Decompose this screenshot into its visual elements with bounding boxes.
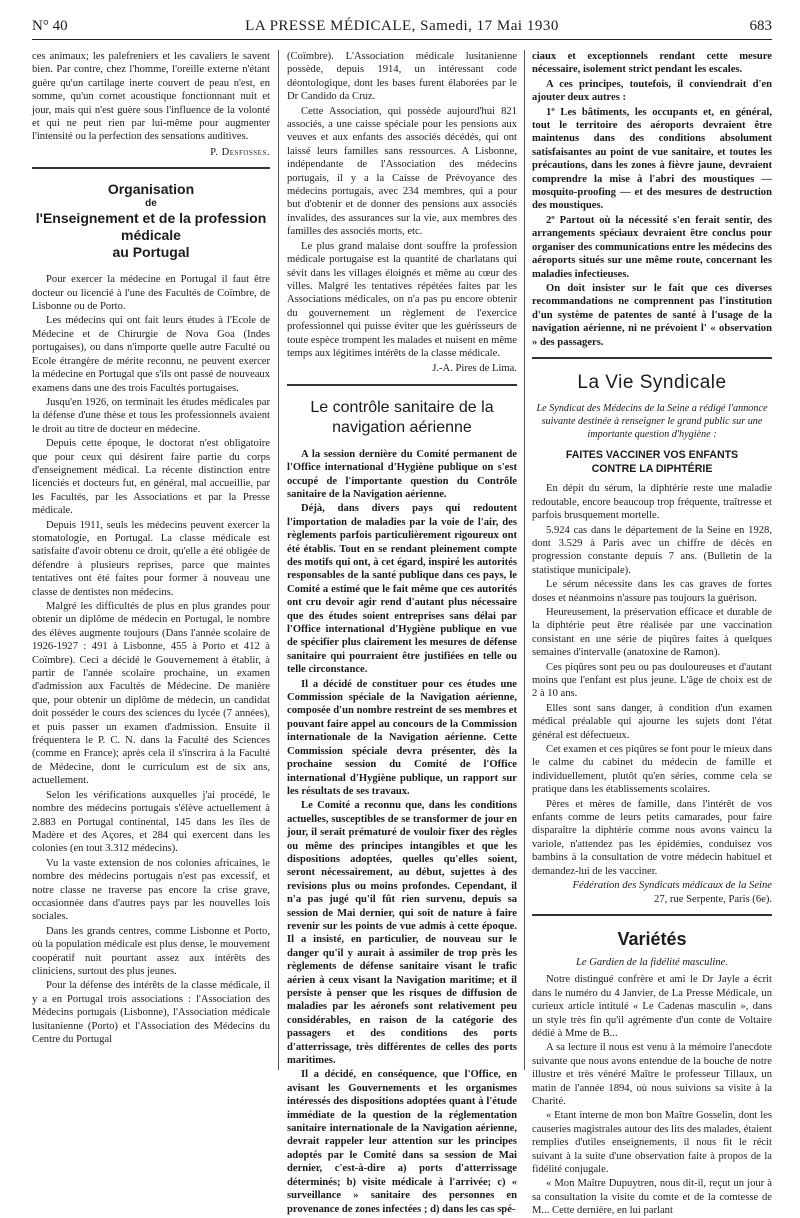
- title-line: au Portugal: [112, 244, 190, 261]
- author-signature: P. Desfosses.: [210, 146, 270, 158]
- title-line: de: [145, 198, 157, 210]
- paragraph: Elles sont sans danger, à condition d'un examen médical préalable qui ajourne les sujets dont l'état général est défectueux.: [532, 702, 772, 741]
- paragraph: « Mon Maître Dupuytren, nous dit-il, reçut un jour à sa consultation la visite du comte et de la comtesse de M... Cette dernière, en lui parlant: [532, 1178, 772, 1217]
- paragraph: Malgré les difficultés de plus en plus grandes pour obtenir un diplôme de médecin en Portugal, le nombre des élèves augmente toujours (Dans l'année scolaire de 1926-1927 : 491 à Lisbonne, 455 à Porto et 412 à Coïmbre). Ceci a décidé le Gouvernement à établir, à partir de l'année scolaire prochaine, un examen d'admission aux Facultés de Médecine. De manière que, pour obtenir un diplôme de médecin, un candidat doit posséder le cours des sciences du lycée (7 années), et puis passer un examen d'admission. Ensuite il fréquentera le P. C. N. dans la Faculté des Sciences (comme en France); après cela il s'inscrira à la Faculté de Médecine, dont le curriculum est de six ans, actuellement.: [32, 601, 270, 787]
- paragraph: Pères et mères de famille, dans l'intérêt de vos enfants comme de leurs petits camarades, pour faire disparaître la diphtérie comme nous avons vaincu la variole, n'attendez pas les épidémies, conduisez vos bambins à la consultation de votre médecin habituel et demandez-lui de les vacciner.: [532, 798, 772, 877]
- paragraph: Cette Association, qui possède aujourd'hui 821 associés, a une caisse spéciale pour les pensions aux veuves et aux enfants des associés décédés, qui ont laissé leurs familles sans ressources. A Lisbonne, indépendante de l'Association des médecins portugais, il y a la Caisse de Prévoyance des médecins portugais, avec 234 membres, qui a pour but d'obtenir et de donner des pensions aux associés invalides, des assurances sur la vie, aux membres des familles des associés morts, etc.: [287, 105, 517, 238]
- paragraph: Pour la défense des intérêts de la classe médicale, il y a en Portugal trois associations : l'Association des Médecins portugais (Lisbonne), l'Association médicale lusitanienne (Porto) et l'Association des Médecins du Centre du Portugal: [32, 980, 270, 1045]
- paragraph: 2º Partout où la nécessité s'en ferait sentir, des arrangements spéciaux devraient être conclus pour organiser des communications entre les médecins des aéroports situés sur une même route, concernant les maladies infectieuses.: [532, 214, 772, 280]
- column-right: [532, 50, 772, 1217]
- paragraph: Vu la vaste extension de nos colonies africaines, le nombre des médecins portugais n'est pas excessif, et notre classe ne traverse pas encore la crise grave, occasionnée dans d'autres pays par les nouvelles lois sociales.: [32, 857, 270, 923]
- heading-line: FAITES VACCINER VOS ENFANTS: [565, 449, 739, 462]
- article-title-controle: Le contrôle sanitaire de la navigation aérienne: [310, 398, 494, 436]
- paragraph: Cet examen et ces piqûres se font pour le mieux dans le calme du cabinet du médecin de famille et individuellement, plutôt qu'en séries, comme cela se pratique dans les établissements scolaires.: [532, 744, 772, 796]
- paragraph: Selon les vérifications auxquelles j'ai procédé, le nombre des médecins portugais s'élève actuellement à 2.883 en Portugal continental, 145 dans les îles de Madère et des Açores, et 284 qui exercent dans les colonies (en tout 3.312 médecins).: [32, 789, 270, 855]
- paragraph: (Coïmbre). L'Association médicale lusitanienne possède, depuis 1914, un intéressant code déontologique, dont les bases furent élaborées par le Dr Candido da Cruz.: [287, 51, 517, 103]
- title-line: Organisation: [107, 181, 195, 198]
- section-intro: Le Syndicat des Médecins de la Seine a rédigé l'annonce suivante destinée à renseigner le grand public sur une importante question d'hygiène :: [536, 402, 768, 440]
- article-separator: [287, 384, 517, 386]
- article-subtitle: Le Gardien de la fidélité masculine.: [575, 956, 728, 968]
- article-title-organisation: [32, 181, 270, 261]
- paragraph: On doit insister sur le fait que ces diverses recommandations ne comprennent pas l'institution d'un système de patentes de santé à l'usage de la navigation aérienne, ni ne prévoient l' « observation » des passagers.: [532, 282, 772, 348]
- paragraph: 1º Les bâtiments, les occupants et, en général, tout le territoire des aéroports devraient être maintenus dans des conditions absolument satisfaisantes au point de vue sanitaire, et toutes les précautions, dans les zones à fièvre jaune, devraient comprendre la mise à l'abri des moustiques — mosquito-proofing — et des mesures de destruction des moustiques.: [532, 106, 772, 212]
- page-number: 683: [749, 18, 772, 34]
- paragraph: Notre distingué confrère et ami le Dr Jayle a écrit dans le numéro du 4 Janvier, de La Presse Médicale, un curieux article intitulé « Le Cadenas masculin », dans un style très fin qu'il agrémente d'un conte de Voltaire dédié à Mme de B...: [532, 974, 772, 1039]
- title-line: l'Enseignement et de la profession médicale: [35, 210, 267, 244]
- paragraph: Jusqu'en 1926, on terminait les études médicales par la défense d'une thèse et tous les professionnels avaient le droit au titre de docteur en médecine.: [32, 396, 270, 435]
- paragraph: Dans les grands centres, comme Lisbonne et Porto, où la population médicale est plus dense, le mouvement coopératif nuit pourtant assez aux intérêts des cliniciens, surtout des plus jeunes.: [32, 925, 270, 977]
- column-middle: [287, 50, 517, 1215]
- article-separator: [532, 914, 772, 916]
- continued-paragraph: ces animaux; les palefreniers et les cavaliers le savent bien. Par contre, chez l'homme, l'oreille externe n'étant guère qu'un cartilage inerte couvert de peau n'est, en somme, qu'un cornet acoustique fonctionnant nuit et jour, mais qui n'est guère sous l'influence de la volonté et qui ne peut rien par lui-même pour augmenter l'intensité ou la perfection des sensations auditives.: [32, 51, 270, 143]
- paragraph: Les médecins qui ont fait leurs études à l'Ecole de Médecine et de Chirurgie de Nova Goa (Indes portugaises), ou dans n'importe quelle autre Faculté ou Ecole étrangère de mérite reconnu, ne peuvent exercer la médecine en Portugal que s'ils ont passé de nouveaux examens dans une des trois Facultés portugaises.: [32, 315, 270, 394]
- paragraph: Heureusement, la préservation efficace et durable de la diphtérie peut être réalisée par une vaccination consistant en une série de piqûres faites à quelques semaines d'intervalle (anatoxine de Ramon).: [532, 606, 772, 659]
- paragraph: Il a décidé de constituer pour ces études une Commission spéciale de la Navigation aérienne, composée d'un nombre restreint de ses membres et pouvant faire appel au concours de la Commission internationale de la Navigation aérienne. Cette Commission spéciale devra présenter, dès la prochaine session du Comité de l'Office international d'Hygiène publique, un rapport sur les résultats de ses travaux.: [287, 678, 517, 797]
- article-separator: [32, 167, 270, 169]
- paragraph: Il a décidé, en conséquence, que l'Office, en avisant les Gouvernements et les organismes intéressés des dispositions adoptées quant à l'étude immédiate de la question de la réglementation sanitaire internationale de la Navigation aérienne, devrait rappeler leur attention sur les principes adoptés par le Comité dans sa session de Mai dernier, c'est-à-dire a) ports d'atterrissage déterminés; b) visite médicale à l'arrivée; c) « surveillance » sanitaire des personnes en provenance de zones infectées ; d) dans les cas spé-: [287, 1069, 517, 1215]
- paragraph: Ces piqûres sont peu ou pas douloureuses et d'autant moins que l'enfant est plus jeune. L'âge de choix est de 2 à 10 ans.: [532, 661, 772, 700]
- paragraph: Pour exercer la médecine en Portugal il faut être docteur ou licencié à l'une des Facultés de Coïmbre, de Lisbonne ou de Porto.: [32, 274, 270, 313]
- paragraph: 5.924 cas dans le département de la Seine en 1928, dont 3.529 à Paris avec un chiffre de décès en progression constante depuis 7 ans. (Bulletin de la statistique municipale).: [532, 524, 772, 576]
- column-rule-left: [278, 50, 279, 1070]
- announcement-heading: [532, 449, 772, 476]
- paragraph: Le sérum nécessite dans les cas graves de fortes doses et néanmoins n'assure pas toujours la guérison.: [532, 579, 772, 604]
- paragraph: « Etant interne de mon bon Maître Gosselin, dont les causeries magistrales autour des lits des malades, étaient remplies d'utiles enseignements, il nous fit le récit suivant à la suite d'une observation faite à propos de la fidélité conjugale.: [532, 1110, 772, 1176]
- paragraph: Le plus grand malaise dont souffre la profession médicale portugaise est la quantité de charlatans qui sévit dans les villages éloignés et même au cœur des villes. Malgré les tentatives répétées faites par les Associations médicales, on n'a pas pu encore obtenir du gouvernement un règlement de l'exercice professionnel qui puisse éviter que les guérisseurs de toute espèce trompent les malades et nuisent en même temps aux légitimes intérêts de la classe médicale.: [287, 240, 517, 359]
- paragraph: A sa lecture il nous est venu à la mémoire l'anecdote suivante que nous avons entendue de la bouche de notre illustre et très vénéré Maître le professeur Tillaux, un matin de l'année 1894, où nous suivions sa visite à la Charité.: [532, 1042, 772, 1107]
- section-title-varietes: Variétés: [617, 928, 687, 949]
- paragraph: Depuis cette époque, le doctorat n'est obligatoire que pour ceux qui désirent faire partie du corps d'enseignement médical. La récente distinction entre licenciés et docteurs fut, en général, mal accueillie, par les Facultés, par les Associations et par la Presse médicale.: [32, 438, 270, 517]
- issue-number: N° 40: [32, 18, 68, 34]
- paragraph: Déjà, dans divers pays qui redoutent l'importation de maladies par la voie de l'air, des règlements parfois particulièrement rigoureux ont été établis. Tout en se rendant pleinement compte des motifs qui ont, à cet égard, inspiré les autorités responsables de la santé publique dans ces pays, le Comité a estimé que le fait même que ces autorités ont cru devoir agir rend d'autant plus nécessaire que des études soient entreprises sans délai par l'Office international d'Hygiène publique en vue de spécifier plus clairement les mesures de défense sanitaire qui pourraient être justifiées en telle ou telle circonstance.: [287, 503, 517, 676]
- federation-address: 27, rue Serpente, Paris (6e).: [654, 893, 772, 905]
- federation-signature: Fédération des Syndicats médicaux de la Seine: [572, 880, 772, 892]
- page-header: [32, 18, 772, 40]
- paragraph: Le Comité a reconnu que, dans les conditions actuelles, susceptibles de se transformer de jour en jour, il serait prématuré de vouloir fixer des règles ou même des principes intangibles et que les dispositions adoptées, quelles qu'elles soient, seront nécessairement, au début, sujettes à des revisions plus ou moins profondes. Cependant, il n'a pas jugé qu'il fût rien survenu, depuis sa session de Mai dernier, qui soit de nature à faire revenir sur les points de vue admis à cette époque. Il a insisté, en particulier, de nouveau sur le danger qu'il y aurait à assimiler de trop près les règlements de défense sanitaire visant le trafic aérien à ceux visant la Navigation maritime; et il persiste à penser que les risques de diffusion de maladies par les aéronefs sont relativement peu considérables, en raison de la catégorie des passagers et des conditions des ports d'atterrissage, très différentes de celles des ports maritimes.: [287, 800, 517, 1067]
- paragraph: En dépit du sérum, la diphtérie reste une maladie redoutable, encore beaucoup trop fréquente, traîtresse et parfois brusquement mortelle.: [532, 483, 772, 522]
- heading-line: CONTRE LA DIPHTÉRIE: [591, 462, 713, 475]
- paragraph: A ces principes, toutefois, il conviendrait d'en ajouter deux autres :: [532, 78, 772, 104]
- column-rule-right: [524, 50, 525, 1070]
- column-left: [32, 50, 270, 1070]
- paragraph: ciaux et exceptionnels rendant cette mesure nécessaire, isolement strict pendant les escales.: [532, 51, 772, 76]
- masthead: LA PRESSE MÉDICALE, Samedi, 17 Mai 1930: [245, 18, 559, 34]
- intro-paragraph: A la session dernière du Comité permanent de l'Office international d'Hygiène publique on s'est occupé de l'importante question du Contrôle sanitaire de la Navigation aérienne.: [287, 448, 517, 500]
- paragraph: Depuis 1911, seuls les médecins peuvent exercer la stomatologie, en Portugal. La classe médicale est satisfaite d'avoir obtenu ce droit, qu'elle a été obligée de défendre à plusieurs reprises, parce que maintes tentatives ont été faites pour former à nouveau une classe de dentistes non médecins.: [32, 519, 270, 598]
- article-separator: [532, 357, 772, 359]
- section-title-vie-syndicale: La Vie Syndicale: [577, 371, 727, 393]
- author-signature: J.-A. Pires de Lima.: [432, 363, 517, 375]
